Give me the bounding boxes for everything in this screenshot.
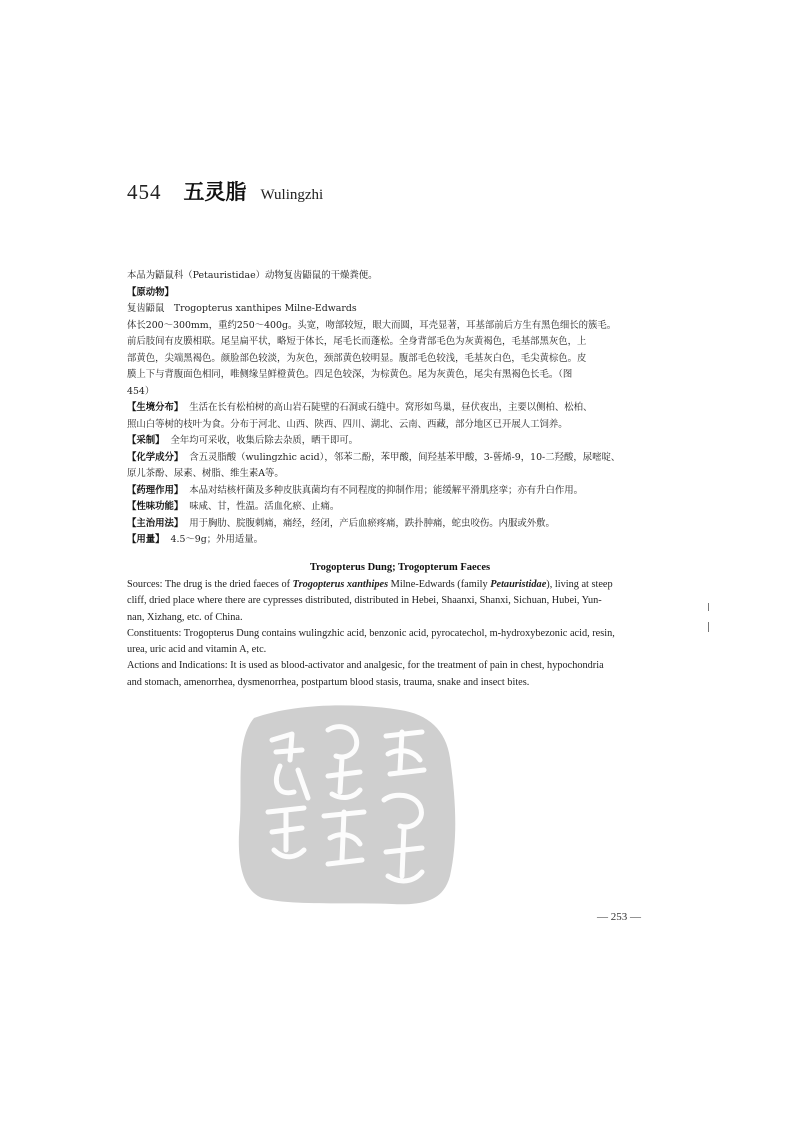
description-line: 部黄色，尖端黑褐色。颜脸部色较淡，为灰色，颈部黄色较明显。腹部毛色较浅，毛基灰白色，毛尖黄棕色。皮 xyxy=(127,352,587,364)
chinese-text-block xyxy=(127,268,667,549)
sources-text: Sources: The drug is the dried faeces of xyxy=(127,579,293,590)
constituents-line: urea, uric acid and vitamin A, etc. xyxy=(127,644,267,656)
pharmacology-text: 本品对结核杆菌及多种皮肤真菌均有不同程度的抑制作用；能缓解平滑肌痉挛；亦有升白作用。 xyxy=(189,484,584,496)
species-name: Trogopterus xanthipes xyxy=(292,579,389,590)
sources-line: nan, Xizhang, etc. of China. xyxy=(127,611,243,623)
pharmacology-label: 【药理作用】 xyxy=(127,484,184,496)
pharmacology-line xyxy=(127,483,667,500)
habitat-text: 生活在长有松柏树的高山岩石陡壁的石洞或石缝中。窝形如鸟巢，昼伏夜出，主要以侧柏、松柏、 xyxy=(189,402,593,413)
processing-line xyxy=(127,433,667,450)
chemistry-line: 原儿茶酚、尿素、树脂、维生素A等。 xyxy=(127,468,284,479)
indication-text: 用于胸肋、脘腹刺痛，痛经，经闭，产后血瘀疼痛，跌扑肿痛，蛇虫咬伤。内服或外敷。 xyxy=(189,517,555,529)
seal-watermark xyxy=(232,700,460,910)
sources-line: cliff, dried place where there are cypresses distributed, distributed in Hebei, Shaanxi, Shanxi, Sichuan, Hubei, Yun- xyxy=(127,595,602,607)
nature-label: 【性味功能】 xyxy=(127,501,184,512)
habitat-line: 照山白等树的枝叶为食。分布于河北、山西、陕西、四川、湖北、云南、西藏，部分地区已开展人工饲养。 xyxy=(127,418,568,430)
nature-line xyxy=(127,499,667,516)
family-name: Petauristidae xyxy=(490,579,547,590)
constituents-line: Constituents: Trogopterus Dung contains wulingzhic acid, benzonic acid, pyrocatechol, m-hydroxybezonic acid, resin, xyxy=(127,627,615,639)
entry-number: 454 xyxy=(127,180,162,204)
entry-name-chinese: 五灵脂 xyxy=(183,180,247,204)
origin-species: 复齿鼯鼠 Trogopterus xanthipes Milne-Edwards xyxy=(127,303,357,314)
sources-text: Milne-Edwards (family xyxy=(388,579,491,590)
chemistry-label: 【化学成分】 xyxy=(127,451,184,463)
processing-label: 【采制】 xyxy=(127,435,165,446)
description-line: 体长200～300mm，重约250～400g。头宽，吻部较短，眼大而圆，耳壳显著，耳基部前后方生有黑色细长的簇毛。 xyxy=(127,319,617,331)
sources-text: ), living at steep xyxy=(546,579,613,590)
origin-heading xyxy=(127,285,667,302)
scan-mark xyxy=(708,622,709,632)
habitat-line xyxy=(127,400,667,417)
indication-line xyxy=(127,516,667,533)
indication-label: 【主治用法】 xyxy=(127,517,184,529)
entry-name-pinyin: Wulingzhi xyxy=(260,187,324,203)
nature-text: 味咸、甘，性温。活血化瘀、止痛。 xyxy=(189,501,340,512)
dosage-label: 【用量】 xyxy=(127,534,165,545)
processing-text: 全年均可采收，收集后除去杂质，晒干即可。 xyxy=(170,435,359,446)
english-title: Trogopterus Dung; Trogopterum Faeces xyxy=(309,562,491,573)
sources-line xyxy=(127,577,672,593)
description-line: 前后肢间有皮膜相联。尾呈扁平状，略短于体长，尾毛长而蓬松。全身背部毛色为灰黄褐色，毛基部黑灰色，上 xyxy=(127,336,587,347)
scan-mark xyxy=(708,603,709,611)
description-line: 膜上下与背腹面色相同，唯侧缘呈鲜橙黄色。四足色较深，为棕黄色。尾为灰黄色，尾尖有黑褐色长毛。（图 xyxy=(127,369,573,380)
description-line: 454） xyxy=(127,385,155,397)
habitat-label: 【生境分布】 xyxy=(127,402,184,413)
page-number: — 253 — xyxy=(597,911,641,923)
chemistry-line xyxy=(127,450,667,467)
chemistry-text: 含五灵脂酸（wulingzhic acid），邻苯二酚，苯甲酸，间羟基苯甲酸，3-蒈烯-9，10-二羟酸，尿嘧啶、 xyxy=(189,451,621,463)
dosage-text: 4.5～9g；外用适量。 xyxy=(170,534,264,545)
actions-line: Actions and Indications: It is used as blood-activator and analgesic, for the treatment of pain in chest, hypochondria xyxy=(127,660,604,672)
origin-label: 【原动物】 xyxy=(127,286,174,298)
entry-heading xyxy=(127,176,323,206)
actions-line: and stomach, amenorrhea, dysmenorrhea, postpartum blood stasis, trauma, snake and insect bites. xyxy=(127,676,530,688)
intro-line: 本品为鼯鼠科（Petauristidae）动物复齿鼯鼠的干燥粪便。 xyxy=(127,270,378,281)
dosage-line xyxy=(127,532,667,549)
english-text-block xyxy=(127,577,672,691)
